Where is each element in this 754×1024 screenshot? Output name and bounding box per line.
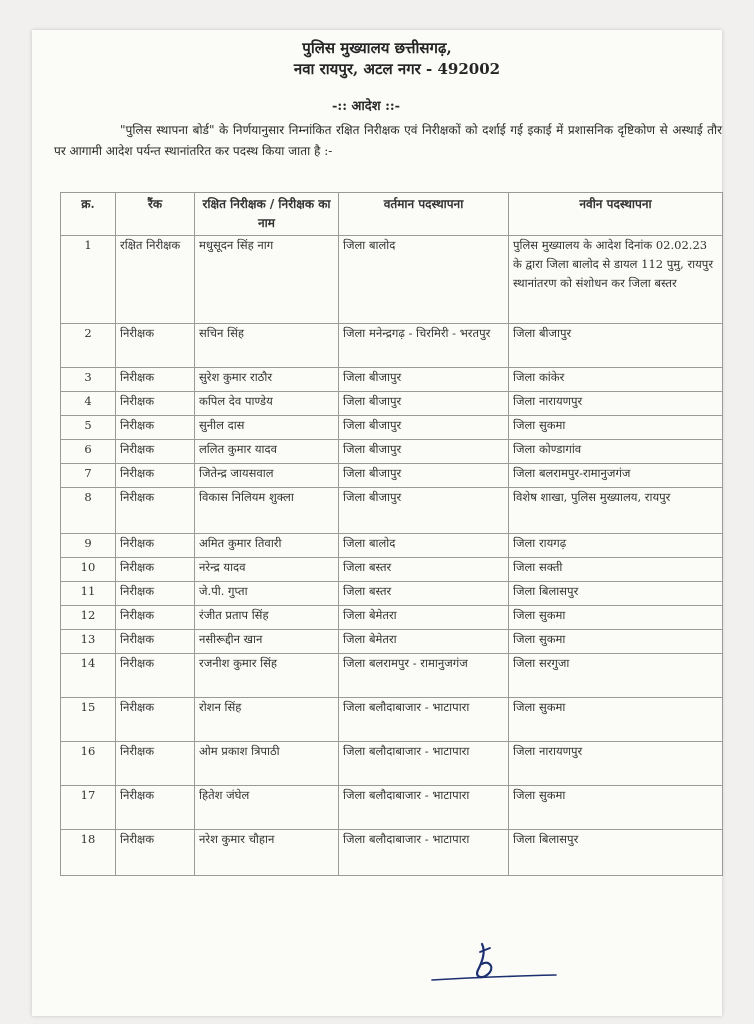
cell-sno: 11 bbox=[61, 582, 116, 606]
cell-new-posting: जिला सरगुजा bbox=[509, 654, 723, 698]
cell-sno: 10 bbox=[61, 558, 116, 582]
cell-rank: निरीक्षक bbox=[116, 582, 195, 606]
cell-rank: निरीक्षक bbox=[116, 698, 195, 742]
header-new-posting: नवीन पदस्थापना bbox=[509, 193, 723, 236]
cell-new-posting: जिला कोण्डागांव bbox=[509, 440, 723, 464]
cell-sno: 3 bbox=[61, 368, 116, 392]
cell-name: ललित कुमार यादव bbox=[195, 440, 339, 464]
cell-new-posting: पुलिस मुख्यालय के आदेश दिनांक 02.02.23 के द्वारा जिला बालोद से डायल 112 पुमु, रायपुर स्थानांतरण को संशोधन कर जिला बस्तर bbox=[509, 236, 723, 324]
cell-name: रोशन सिंह bbox=[195, 698, 339, 742]
table-row bbox=[61, 534, 723, 558]
cell-sno: 7 bbox=[61, 464, 116, 488]
cell-current-posting: जिला बीजापुर bbox=[339, 488, 509, 534]
table-row bbox=[61, 558, 723, 582]
cell-current-posting: जिला बलौदाबाजार - भाटापारा bbox=[339, 742, 509, 786]
table-row bbox=[61, 392, 723, 416]
cell-rank: निरीक्षक bbox=[116, 606, 195, 630]
cell-sno: 17 bbox=[61, 786, 116, 830]
cell-new-posting: जिला बिलासपुर bbox=[509, 582, 723, 606]
table-row bbox=[61, 464, 723, 488]
cell-new-posting: जिला बिलासपुर bbox=[509, 830, 723, 876]
table-row bbox=[61, 582, 723, 606]
cell-new-posting: जिला सुकमा bbox=[509, 416, 723, 440]
cell-current-posting: जिला बलौदाबाजार - भाटापारा bbox=[339, 698, 509, 742]
cell-rank: रक्षित निरीक्षक bbox=[116, 236, 195, 324]
cell-current-posting: जिला बेमेतरा bbox=[339, 606, 509, 630]
table-row bbox=[61, 368, 723, 392]
cell-name: ओम प्रकाश त्रिपाठी bbox=[195, 742, 339, 786]
cell-name: जितेन्द्र जायसवाल bbox=[195, 464, 339, 488]
table-row bbox=[61, 236, 723, 324]
cell-rank: निरीक्षक bbox=[116, 324, 195, 368]
transfer-table bbox=[60, 192, 723, 876]
cell-current-posting: जिला बीजापुर bbox=[339, 416, 509, 440]
cell-name: मधुसूदन सिंह नाग bbox=[195, 236, 339, 324]
cell-name: नरेन्द्र यादव bbox=[195, 558, 339, 582]
header-sno: क्र. bbox=[61, 193, 116, 236]
cell-current-posting: जिला बीजापुर bbox=[339, 368, 509, 392]
cell-name: सचिन सिंह bbox=[195, 324, 339, 368]
cell-name: रजनीश कुमार सिंह bbox=[195, 654, 339, 698]
cell-name: नरेश कुमार चौहान bbox=[195, 830, 339, 876]
cell-rank: निरीक्षक bbox=[116, 392, 195, 416]
cell-name: हितेश जंघेल bbox=[195, 786, 339, 830]
document-header bbox=[32, 38, 722, 80]
table-row bbox=[61, 606, 723, 630]
table-row bbox=[61, 630, 723, 654]
table-row bbox=[61, 654, 723, 698]
cell-new-posting: जिला नारायणपुर bbox=[509, 742, 723, 786]
cell-current-posting: जिला बीजापुर bbox=[339, 440, 509, 464]
table-row bbox=[61, 698, 723, 742]
cell-current-posting: जिला बीजापुर bbox=[339, 392, 509, 416]
cell-current-posting: जिला बेमेतरा bbox=[339, 630, 509, 654]
cell-new-posting: जिला सुकमा bbox=[509, 630, 723, 654]
header-name: रक्षित निरीक्षक / निरीक्षक का नाम bbox=[195, 193, 339, 236]
cell-sno: 13 bbox=[61, 630, 116, 654]
cell-current-posting: जिला बस्तर bbox=[339, 582, 509, 606]
cell-current-posting: जिला बीजापुर bbox=[339, 464, 509, 488]
cell-name: सुरेश कुमार राठौर bbox=[195, 368, 339, 392]
cell-current-posting: जिला बलौदाबाजार - भाटापारा bbox=[339, 786, 509, 830]
signature bbox=[424, 940, 564, 988]
order-title: -:: आदेश ::- bbox=[332, 99, 401, 114]
cell-name: अमित कुमार तिवारी bbox=[195, 534, 339, 558]
cell-current-posting: जिला बस्तर bbox=[339, 558, 509, 582]
cell-new-posting: जिला नारायणपुर bbox=[509, 392, 723, 416]
cell-new-posting: जिला रायगढ़ bbox=[509, 534, 723, 558]
cell-sno: 1 bbox=[61, 236, 116, 324]
cell-sno: 12 bbox=[61, 606, 116, 630]
cell-rank: निरीक्षक bbox=[116, 464, 195, 488]
cell-rank: निरीक्षक bbox=[116, 416, 195, 440]
cell-rank: निरीक्षक bbox=[116, 558, 195, 582]
cell-rank: निरीक्षक bbox=[116, 534, 195, 558]
table-row bbox=[61, 830, 723, 876]
table-row bbox=[61, 324, 723, 368]
table-row bbox=[61, 786, 723, 830]
header-rank: रैंक bbox=[116, 193, 195, 236]
header-current-posting: वर्तमान पदस्थापना bbox=[339, 193, 509, 236]
cell-name: नसीरूद्दीन खान bbox=[195, 630, 339, 654]
table-row bbox=[61, 416, 723, 440]
cell-current-posting: जिला बलौदाबाजार - भाटापारा bbox=[339, 830, 509, 876]
table-row bbox=[61, 742, 723, 786]
cell-name: रंजीत प्रताप सिंह bbox=[195, 606, 339, 630]
cell-new-posting: जिला कांकेर bbox=[509, 368, 723, 392]
cell-new-posting: जिला सुकमा bbox=[509, 786, 723, 830]
cell-new-posting: जिला बीजापुर bbox=[509, 324, 723, 368]
cell-name: विकास निलियम शुक्ला bbox=[195, 488, 339, 534]
cell-current-posting: जिला मनेन्द्रगढ़ - चिरमिरी - भरतपुर bbox=[339, 324, 509, 368]
cell-sno: 14 bbox=[61, 654, 116, 698]
cell-sno: 15 bbox=[61, 698, 116, 742]
cell-sno: 6 bbox=[61, 440, 116, 464]
cell-rank: निरीक्षक bbox=[116, 440, 195, 464]
cell-rank: निरीक्षक bbox=[116, 742, 195, 786]
cell-rank: निरीक्षक bbox=[116, 654, 195, 698]
cell-new-posting: जिला सक्ती bbox=[509, 558, 723, 582]
cell-name: कपिल देव पाण्डेय bbox=[195, 392, 339, 416]
cell-sno: 2 bbox=[61, 324, 116, 368]
cell-rank: निरीक्षक bbox=[116, 488, 195, 534]
cell-name: जे.पी. गुप्ता bbox=[195, 582, 339, 606]
cell-sno: 16 bbox=[61, 742, 116, 786]
cell-new-posting: जिला सुकमा bbox=[509, 606, 723, 630]
cell-name: सुनील दास bbox=[195, 416, 339, 440]
cell-sno: 9 bbox=[61, 534, 116, 558]
table-row bbox=[61, 440, 723, 464]
cell-rank: निरीक्षक bbox=[116, 830, 195, 876]
cell-sno: 8 bbox=[61, 488, 116, 534]
cell-new-posting: जिला बलरामपुर-रामानुजगंज bbox=[509, 464, 723, 488]
cell-new-posting: जिला सुकमा bbox=[509, 698, 723, 742]
cell-sno: 5 bbox=[61, 416, 116, 440]
document-page bbox=[32, 30, 722, 1016]
cell-rank: निरीक्षक bbox=[116, 368, 195, 392]
header-line-2: नवा रायपुर, अटल नगर - 492002 bbox=[293, 60, 501, 78]
cell-new-posting: विशेष शाखा, पुलिस मुख्यालय, रायपुर bbox=[509, 488, 723, 534]
cell-rank: निरीक्षक bbox=[116, 786, 195, 830]
header-line-1: पुलिस मुख्यालय छत्तीसगढ़, bbox=[302, 39, 452, 57]
table-body bbox=[61, 236, 723, 876]
table-row bbox=[61, 488, 723, 534]
cell-current-posting: जिला बालोद bbox=[339, 534, 509, 558]
cell-current-posting: जिला बलरामपुर - रामानुजगंज bbox=[339, 654, 509, 698]
cell-sno: 18 bbox=[61, 830, 116, 876]
intro-paragraph: "पुलिस स्थापना बोर्ड" के निर्णयानुसार निम्नांकित रक्षित निरीक्षक एवं निरीक्षकों को दर्शाई गई इकाई में प्रशासनिक दृष्टिकोण से अस्थाई तौर पर आगामी आदेश पर्यन्त स्थानांतरित कर पदस्थ किया जाता है :- bbox=[54, 123, 722, 158]
cell-rank: निरीक्षक bbox=[116, 630, 195, 654]
cell-sno: 4 bbox=[61, 392, 116, 416]
cell-current-posting: जिला बालोद bbox=[339, 236, 509, 324]
table-header-row bbox=[61, 193, 723, 236]
